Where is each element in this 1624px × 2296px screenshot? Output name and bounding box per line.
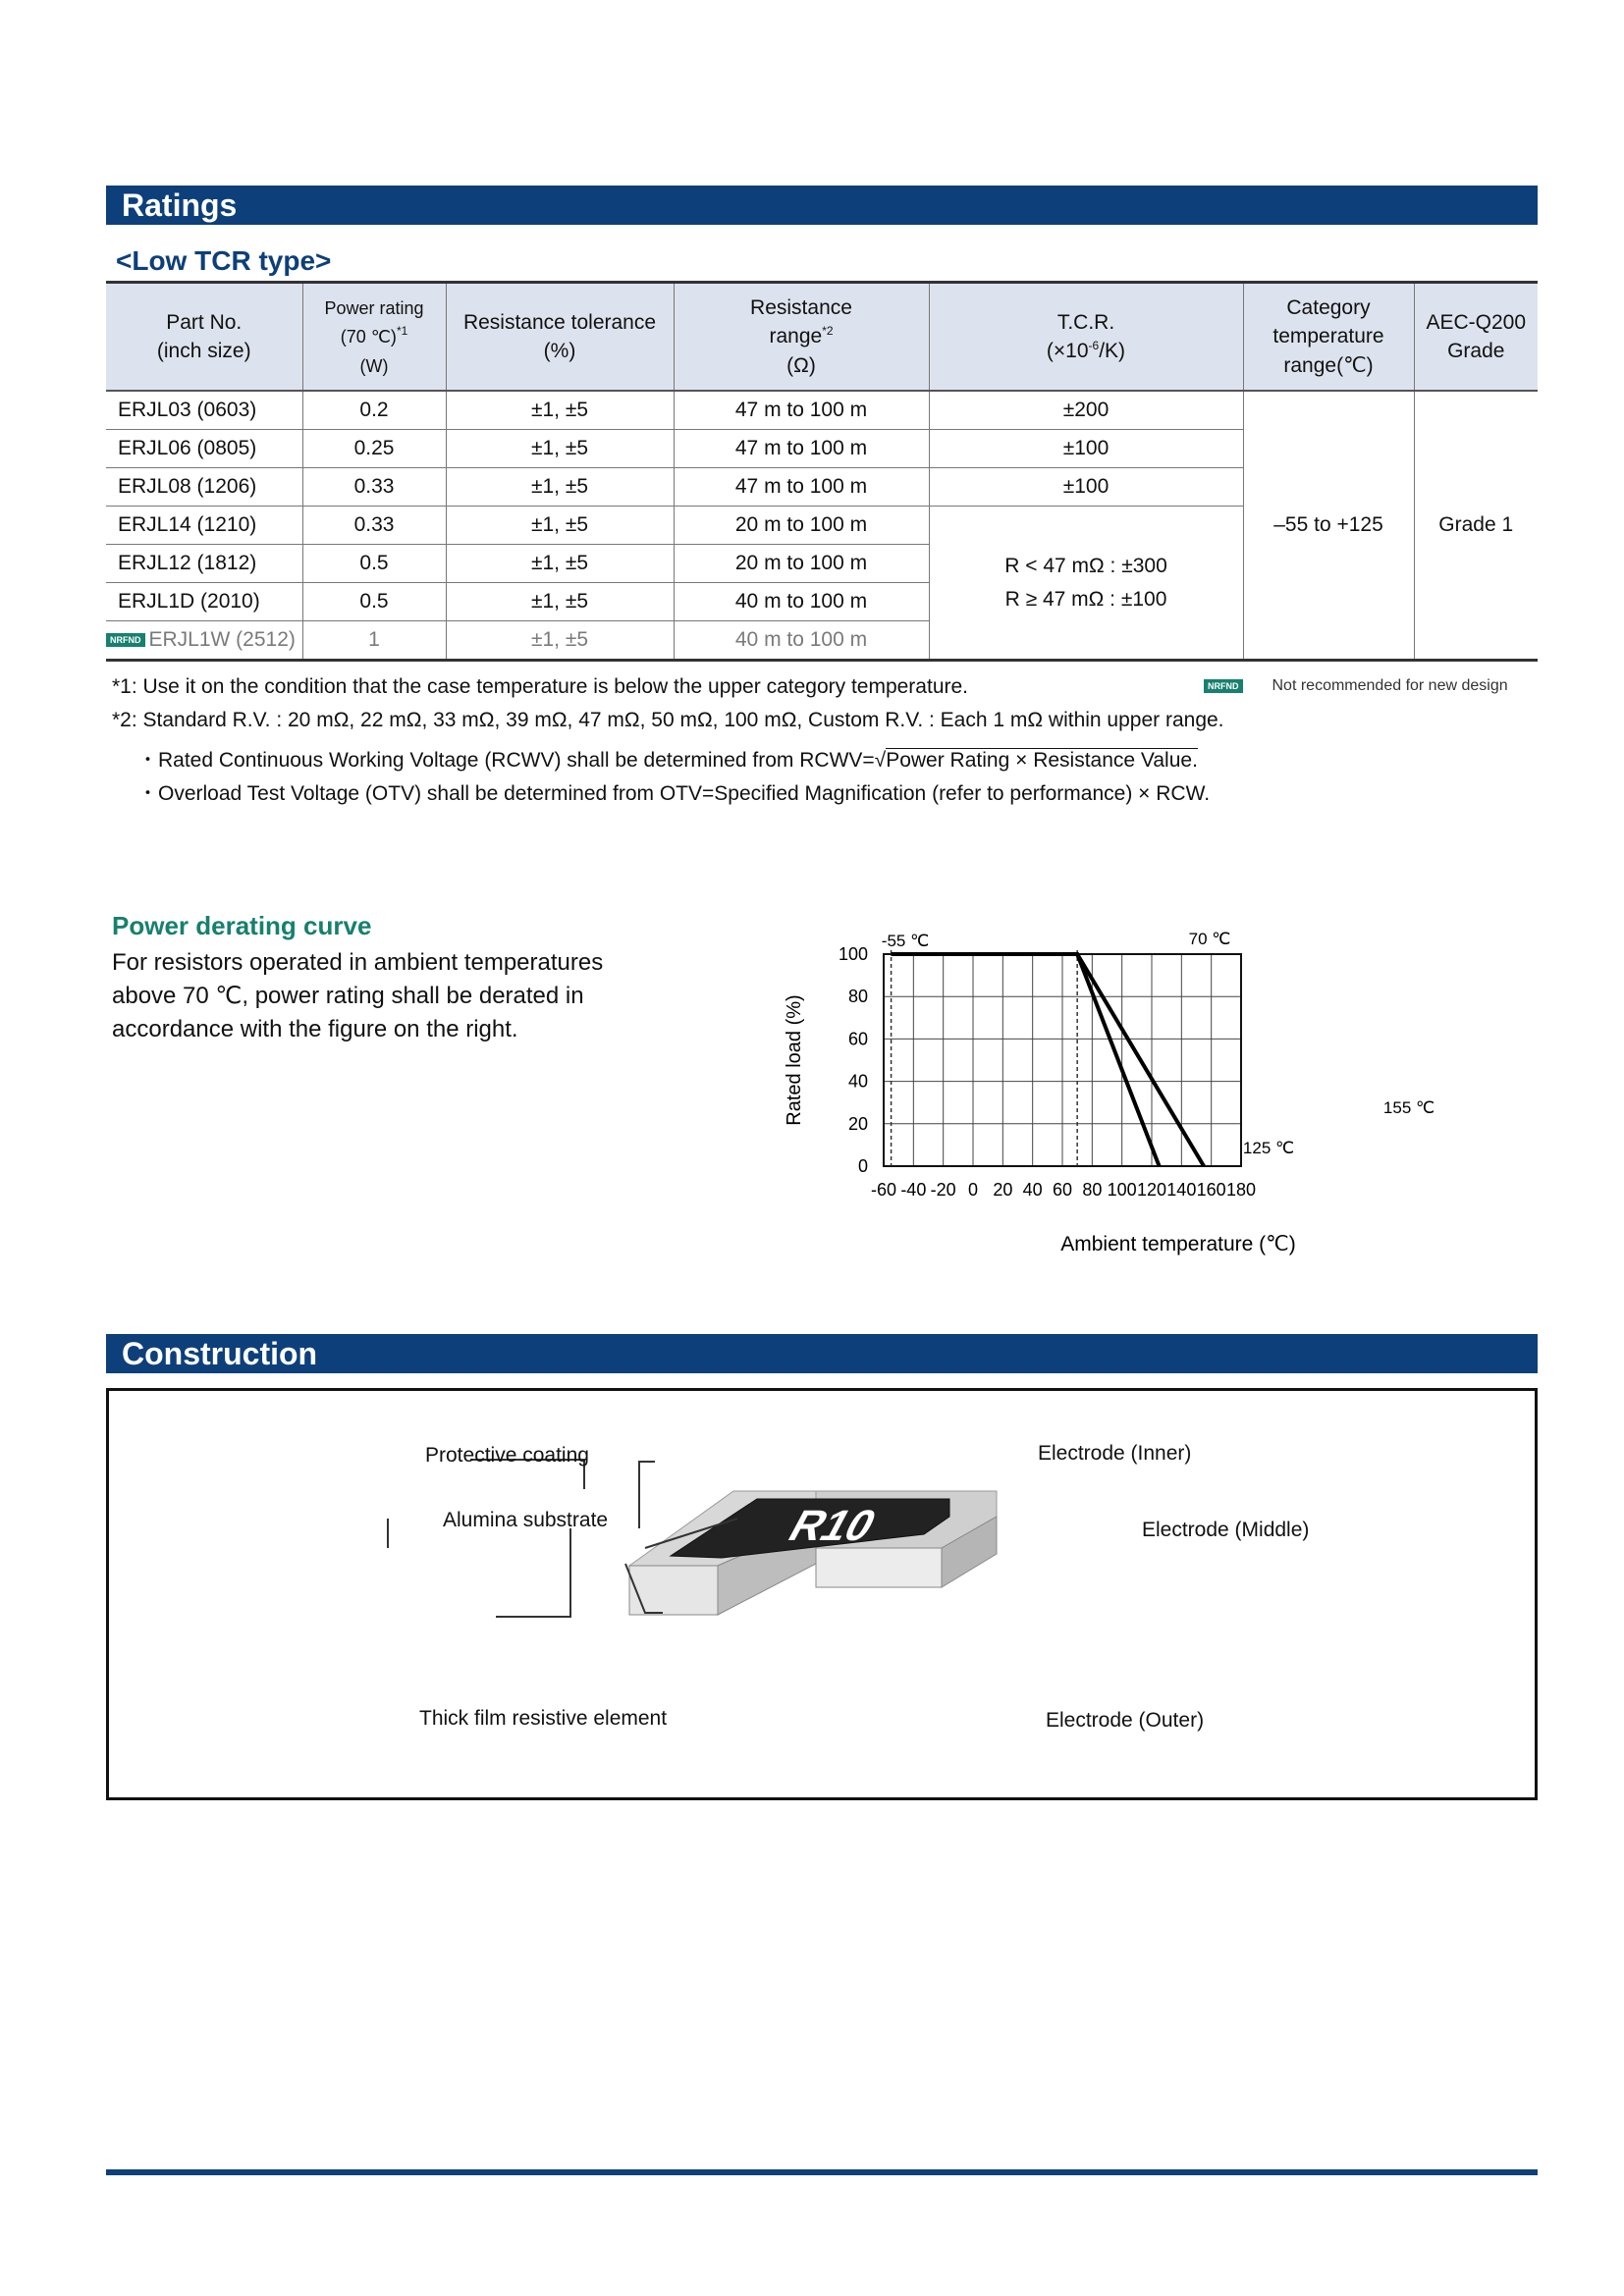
label-thick-film: Thick film resistive element xyxy=(419,1707,668,1730)
tcr-merged xyxy=(929,507,1243,661)
label-155: 155 ℃ xyxy=(1382,1098,1435,1117)
x-tick-label: -60 xyxy=(870,1180,897,1200)
part-number: NRFND ERJL1W (2512) xyxy=(106,621,302,661)
y-tick-label: 60 xyxy=(847,1029,868,1049)
x-tick-label: 140 xyxy=(1166,1180,1197,1200)
tolerance: ±1, ±5 xyxy=(446,583,674,621)
construction-diagram xyxy=(106,1388,1538,1800)
power-rating: 0.5 xyxy=(302,545,446,583)
rcwv-note: ・Rated Continuous Working Voltage (RCWV) shall be determined from RCWV=√Power Rating × Resistance Value. xyxy=(137,749,1198,772)
tcr-low-r: R < 47 mΩ : ±300 xyxy=(1004,554,1167,577)
label-electrode-inner: Electrode (Inner) xyxy=(1038,1442,1192,1465)
leader-thick-film xyxy=(496,1528,570,1617)
part-number: ERJL1D (2010) xyxy=(106,583,302,621)
header-tcr: T.C.R. $(\times 10^{-6}/K)$ xyxy=(929,283,1243,392)
header-part-no: Part No. (inch size) xyxy=(106,283,302,392)
resistance-range: 40 m to 100 m xyxy=(674,583,929,621)
x-tick-label: 20 xyxy=(993,1180,1013,1200)
part-number: ERJL12 (1812) xyxy=(106,545,302,583)
ratings-section-header: Ratings xyxy=(106,186,1538,225)
x-tick-label: -20 xyxy=(930,1180,956,1200)
chip-illustration xyxy=(629,1491,997,1615)
part-number: ERJL03 (0603) xyxy=(106,391,302,430)
y-tick-label: 40 xyxy=(847,1071,868,1092)
x-axis-label: Ambient temperature (℃) xyxy=(1060,1233,1296,1255)
tcr-high-r: R ≥ 47 mΩ : ±100 xyxy=(1004,587,1167,611)
label-70: 70 ℃ xyxy=(1188,930,1231,948)
label-125: 125 ℃ xyxy=(1242,1139,1295,1157)
label-alumina-substrate: Alumina substrate xyxy=(443,1509,609,1531)
x-tick-label: 0 xyxy=(967,1180,979,1200)
ratings-table xyxy=(106,281,1538,662)
chart-grid xyxy=(884,954,1241,1166)
table-header-row xyxy=(106,283,1538,392)
header-resistance-range: Resistance range$^{*2}$ (Ω) xyxy=(674,283,929,392)
label-electrode-middle: Electrode (Middle) xyxy=(1142,1519,1310,1541)
y-tick-label: 80 xyxy=(847,987,868,1007)
x-tick-label: -40 xyxy=(900,1180,927,1200)
power-rating: 1 xyxy=(302,621,446,661)
power-rating: 0.2 xyxy=(302,391,446,430)
leader-inner xyxy=(639,1462,655,1528)
derating-title: Power derating curve xyxy=(112,911,372,940)
nrfnd-legend-badge: NRFND xyxy=(1204,679,1243,693)
y-tick-label: 0 xyxy=(857,1156,868,1176)
chip-marking: R10 xyxy=(780,1500,886,1550)
resistance-range: 47 m to 100 m xyxy=(674,430,929,468)
y-tick-label: 20 xyxy=(847,1113,868,1134)
label-electrode-outer: Electrode (Outer) xyxy=(1046,1709,1205,1732)
x-tick-labels xyxy=(871,1180,1256,1200)
derating-chart xyxy=(766,903,1512,1266)
power-rating: 0.25 xyxy=(302,430,446,468)
derating-series xyxy=(892,954,1205,1166)
tcr: ±200 xyxy=(929,391,1243,430)
resistance-range: 20 m to 100 m xyxy=(674,545,929,583)
y-tick-label: 100 xyxy=(838,944,868,964)
power-rating: 0.33 xyxy=(302,507,446,545)
header-aec-grade: AEC-Q200 Grade xyxy=(1414,283,1538,392)
otv-note: ・Overload Test Voltage (OTV) shall be determined from OTV=Specified Magnification (refer to performance) × RCW. xyxy=(137,782,1211,805)
header-tolerance: Resistance tolerance (%) xyxy=(446,283,674,392)
resistance-range: 20 m to 100 m xyxy=(674,507,929,545)
resistance-range: 47 m to 100 m xyxy=(674,391,929,430)
y-axis-label: Rated load (%) xyxy=(784,994,805,1126)
tolerance: ±1, ±5 xyxy=(446,430,674,468)
header-category-temp: Category temperature range(℃) xyxy=(1243,283,1414,392)
aec-grade: Grade 1 xyxy=(1414,391,1538,661)
low-tcr-subtitle: <Low TCR type> xyxy=(116,245,332,276)
resistance-range: 47 m to 100 m xyxy=(674,468,929,507)
tcr: ±100 xyxy=(929,468,1243,507)
table-row xyxy=(106,391,1538,430)
power-rating: 0.5 xyxy=(302,583,446,621)
tcr: ±100 xyxy=(929,430,1243,468)
header-power-rating: Power rating (70 ℃)$^{*1}$ (W) xyxy=(302,283,446,392)
electrode-front xyxy=(816,1548,942,1587)
x-tick-label: 160 xyxy=(1196,1180,1226,1200)
tolerance: ±1, ±5 xyxy=(446,391,674,430)
construction-section-header: Construction xyxy=(106,1334,1538,1373)
power-rating: 0.33 xyxy=(302,468,446,507)
footnote-2: *2: Standard R.V. : 20 mΩ, 22 mΩ, 33 mΩ, 39 mΩ, 47 mΩ, 50 mΩ, 100 mΩ, Custom R.V. : Each 1 mΩ within upper range. xyxy=(112,709,1224,731)
nrfnd-badge: NRFND xyxy=(106,633,145,647)
resistance-range: 40 m to 100 m xyxy=(674,621,929,661)
series-line xyxy=(892,954,1160,1166)
label-protective-coating: Protective coating xyxy=(425,1444,589,1467)
y-tick-labels xyxy=(839,944,868,1176)
tolerance: ±1, ±5 xyxy=(446,507,674,545)
derating-description: For resistors operated in ambient temperatures above 70 ℃, power rating shall be derated in accordance with the figure on the right. xyxy=(112,949,604,1042)
x-tick-label: 180 xyxy=(1225,1180,1257,1200)
part-number: ERJL06 (0805) xyxy=(106,430,302,468)
tolerance: ±1, ±5 xyxy=(446,468,674,507)
x-tick-label: 100 xyxy=(1107,1180,1137,1200)
tolerance: ±1, ±5 xyxy=(446,621,674,661)
footer-rule xyxy=(106,2169,1538,2175)
reference-lines xyxy=(892,950,1078,1166)
part-number: ERJL08 (1206) xyxy=(106,468,302,507)
label-minus55: -55 ℃ xyxy=(881,932,930,950)
nrfnd-legend: NRFND Not recommended for new design xyxy=(1204,677,1508,695)
footnote-1: *1: Use it on the condition that the case temperature is below the upper category temperature. xyxy=(112,675,969,698)
x-tick-label: 120 xyxy=(1136,1180,1167,1200)
x-tick-label: 40 xyxy=(1022,1180,1043,1200)
series-line xyxy=(892,954,1205,1166)
tolerance: ±1, ±5 xyxy=(446,545,674,583)
category-temperature-range: –55 to +125 xyxy=(1243,391,1414,661)
part-number: ERJL14 (1210) xyxy=(106,507,302,545)
x-tick-label: 60 xyxy=(1052,1180,1073,1200)
x-tick-label: 80 xyxy=(1082,1180,1103,1200)
